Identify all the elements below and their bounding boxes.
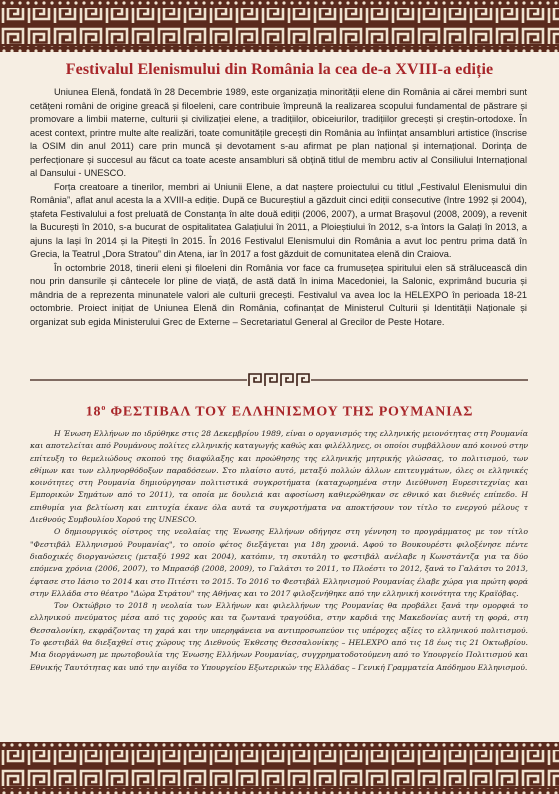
top-meander-pattern <box>0 0 559 52</box>
greek-paragraph: Τον Οκτώβριο το 2018 η νεολαία των Ελλήνων και φιλελλήνων της Ρουμανίας θα προβάλει ξανά την ομορφιά το ελληνικού πνεύματος μέσα από τις χορούς και τα ζωντανά τραγούδια, στην καρδιά της Μακεδονίας αυτή τη φορά, στη Θεσσαλονίκη, εκφράζοντας τη χαρά και την υπερηφάνεια να αντιπροσωπεύον τις υπέροχες αξίες το ελληνικού πολιτισμού. Το φεστιβάλ θα διεξαχθεί στις χώρους της Διεθνούς Έκθεσης Θεσσαλονίκης – HELEXPO από τις 18 έως τις 21 Οκτωβρίου. Μια διοργάνωση με πρωτοβουλία της Ένωσης Ελλήνων Ρουμανίας, συγχρηματοδοτούμενη από το Υπουργείο Πολιτισμού και Εθνικής Ταυτότητας και υπό την αιγίδα το Υπουργείου Εξωτερικών της Ελλάδας – Γενική Γραμματεία Απόδημου Ελληνισμού. <box>30 601 528 672</box>
romanian-paragraph: Uniunea Elenă, fondată în 28 Decembrie 1989, este organizația minorității elene din România ai cărei membri sunt cetățeni români de origine greacă și filoeleni, care contribuie împreună la realizarea scopului fundamental de păstrare și promovare a limbii materne, culturii și civilizației elene, a tradițiilor, obiceiurilor, tradițiilor grecești și creștin-ortodoxe. În acest context, printre multe alte realizări, toate comunitățile grecești din România au înființat ansambluri artistice (înscrise la OSIM din anul 2011) care prin muncă și devotament s-au afirmat pe plan național și internațional. Dorința de perfecționare și succesul au făcut ca toate aceste ansambluri să obțină titlul de membru activ al Consiliului Internațional al Dansului - UNESCO. <box>30 87 527 178</box>
meander-divider <box>30 370 528 390</box>
romanian-paragraph: În octombrie 2018, tinerii eleni și filoeleni din România vor face ca frumusețea spiritului elen să strălucească din nou prin dansurile și cântecele lor pline de viață, de astă dată în inima Macedoniei, la Salonic, exprimând bucuria și mândria de a reprezenta minunatele valori ale culturii grecești. Festivalul va avea loc la HELEXPO în perioada 18-21 octombrie. Proiect inițiat de Uniunea Elenă din România, cofinanțat de Ministerul Culturii și Identității Naționale și organizat sub egida Ministerului Grec de Externe – Secretariatul General al Grecilor de Peste Hotare. <box>30 262 527 327</box>
bottom-decorative-border <box>0 742 559 794</box>
romanian-title: Festivalul Elenismului din România la cea de-a XVIII-a ediție <box>65 61 494 78</box>
top-decorative-border <box>0 0 559 52</box>
bottom-meander-pattern <box>0 742 559 794</box>
romanian-paragraph: Forța creatoare a tinerilor, membri ai Uniunii Elene, a dat naștere proiectului cu titlul „Festivalul Elenismului din România”, aflat anul acesta la a XVIII-a ediție. După ce Bucureștiul a găzduit cinci ediții consecutive (între 1992 și 2004), ștafeta Festivalului a fost preluată de Constanța în alte două ediții (2006, 2007), a urmat Brașovul (2008, 2009), a revenit la București în 2010, s-a bucurat de ospitalitatea Galațiului în 2011, a Ploieștiului în 2012, s-a întors la Galați în 2013, a ajuns la Iași în 2014 și la Pitești în 2015. În 2016 Festivalul Elenismului din România a avut loc pentru prima dată în Grecia, la Teatrul „Dora Stratou” din Atena, iar în 2017 a fost găzduit de comunitatea elenă din Craiova. <box>30 181 527 259</box>
greek-paragraph: Ο δημιουργικός οίστρος της νεολαίας της Ένωσης Ελλήνων οδήγησε στη γέννηση το προγράμματος με τον τίτλο "Φεστιβάλ Ελληνισμού Ρουμανίας", το οποίο φέτος διεξάγεται για 18η χρονιά. Αφού το Βουκουρέστι φιλοξένησε πέντε διαδοχικές διοργανώσεις (μεταξύ 1992 και 2004), κατόπιν, τη σκυτάλη το φεστιβάλ ανέλαβε η Κωνστάντζα για τα δύο επόμενα χρόνια (2006, 2007), το Μπρασόβ (2008, 2009), το Γαλάτσι το 2011, το Πλοέστι το 2012, ξανά το Γαλάτσι το 2013, έφτασε στο Ιάσιο το 2014 και στο Πιτέστι το 2015. Το 2016 το Φεστιβάλ Ελληνισμού Ρουμανίας έλαβε χώρα για πρώτη φορά στην Ελλάδα στο θέατρο "Δώρα Στράτου" της Αθήνας και το 2017 φιλοξενήθηκε από την ελληνική κοινότητα της Κραϊόβας. <box>30 527 528 598</box>
greek-title-ordinal: ο <box>101 403 107 412</box>
greek-title <box>0 403 559 421</box>
greek-title-text: ΦΕΣΤΙΒΑΛ ΤΟΥ ΕΛΛΗΝΙΣΜΟΥ ΤΗΣ ΡΟΥΜΑΝΙΑΣ <box>106 404 474 420</box>
greek-paragraph: Η Ένωση Ελλήνων πο ιδρύθηκε στις 28 Δεκεμβρίου 1989, είναι ο οργανισμός της ελληνικής μειονότητας στη Ρουμανία και αποτελείται από Ρουμάνους πολίτες ελληνικής καταγωγής καθώς και φιλέλληνες, οι οποίοι συμβάλλουν από κοινού στην επίτευξη το θεμελιώδους σκοπού της διαφύλαξης και προώθησης της ελληνικής μητρικής γλώσσας, το πολιτισμού, των εθίμων και των ελληνορθόδοξων παραδόσεων. Στο πλαίσιο αυτό, μεταξύ πολλών άλλων επιτευγμάτων, όλες οι ελληνικές κοινότητες στη Ρουμανία δημιούργησαν πολιτιστικά συγκροτήματα (καταχωρημένα στην Διεύθυνση Ευρεσιτεχνίας και Εμπορικών Σημάτων από το 2011), τα οποία με δουλειά και αφοσίωση καθιερώθηκαν σε εθνικό και διεθνές επίπεδο. Η επιθυμία για βελτίωση και επιτυχία έκανε όλα αυτά τα συγκροτήματα να αποκτήσουν τον τίτλο το ενεργού μέλους τ Διεθνούς Συμβουλίου Χορού της UNESCO. <box>30 429 528 525</box>
greek-body <box>30 428 528 674</box>
greek-title-number: 18 <box>85 404 102 420</box>
romanian-body <box>30 86 527 329</box>
